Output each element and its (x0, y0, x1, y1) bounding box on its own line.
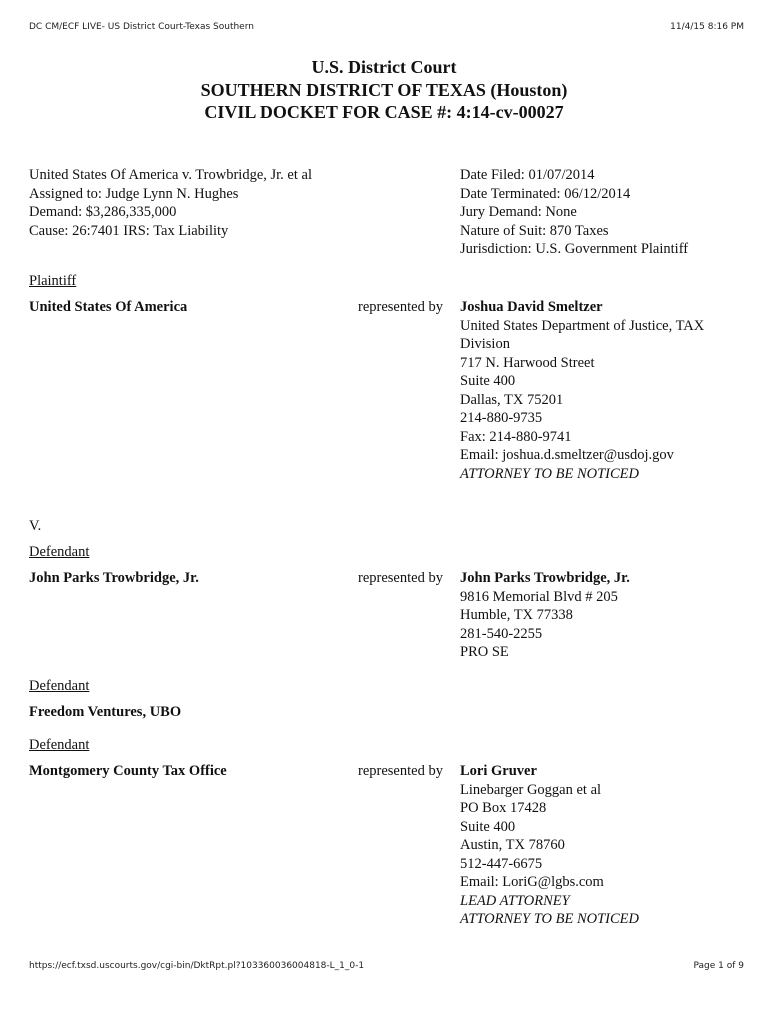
attorney-line: Dallas, TX 75201 (460, 391, 564, 408)
attorney-line: Austin, TX 78760 (460, 837, 565, 853)
attorney-note: ATTORNEY TO BE NOTICED (460, 465, 640, 482)
attorney-line: United States Department of Justice, TAX (460, 317, 705, 334)
attorney-line: Linebarger Goggan et al (460, 781, 602, 798)
case-info-left (29, 166, 312, 240)
jurisdiction: Jurisdiction: U.S. Government Plaintiff (460, 241, 689, 257)
cause: Cause: 26:7401 IRS: Tax Liability (29, 222, 229, 239)
district-name: SOUTHERN DISTRICT OF TEXAS (Houston) (200, 80, 568, 100)
represented-by-label: represented by (358, 299, 443, 315)
attorney-email[interactable]: Email: joshua.d.smeltzer@usdoj.gov (460, 447, 674, 463)
plaintiff-name: United States Of America (29, 299, 188, 315)
defendant-heading: Defendant (29, 544, 90, 560)
court-name: U.S. District Court (311, 57, 457, 77)
attorney-phone: 214-880-9735 (460, 410, 543, 426)
attorney-name: Lori Gruver (460, 763, 537, 779)
attorney-line: Division (460, 336, 510, 352)
represented-by-label: represented by (358, 570, 443, 586)
print-header-title: DC CM/ECF LIVE- US District Court-Texas Southern (29, 22, 254, 32)
attorney-line: Suite 400 (460, 818, 516, 835)
docket-title: CIVIL DOCKET FOR CASE #: 4:14-cv-00027 (204, 102, 564, 122)
date-terminated: Date Terminated: 06/12/2014 (460, 185, 631, 202)
defendant-heading: Defendant (29, 678, 90, 694)
attorney-email[interactable]: Email: LoriG@lgbs.com (460, 874, 604, 890)
versus: V. (29, 518, 42, 534)
nature-of-suit: Nature of Suit: 870 Taxes (460, 222, 609, 239)
case-caption: United States Of America v. Trowbridge, Jr. et al (29, 167, 312, 183)
attorney-note: ATTORNEY TO BE NOTICED (460, 911, 640, 927)
attorney-phone: 281-540-2255 (460, 625, 543, 642)
date-filed: Date Filed: 01/07/2014 (460, 167, 595, 183)
case-info-right (460, 166, 688, 259)
attorney-line: Humble, TX 77338 (460, 607, 573, 623)
attorney-line: Suite 400 (460, 373, 516, 389)
page-number: Page 1 of 9 (693, 961, 744, 971)
attorney-fax: Fax: 214-880-9741 (460, 428, 572, 445)
attorney-phone: 512-447-6675 (460, 855, 543, 872)
attorney-line: 9816 Memorial Blvd # 205 (460, 588, 618, 605)
jury-demand: Jury Demand: None (460, 204, 577, 220)
defendant-name: Montgomery County Tax Office (29, 763, 227, 779)
attorney-line: PO Box 17428 (460, 800, 547, 816)
attorney-name: Joshua David Smeltzer (460, 299, 603, 315)
attorney-name: John Parks Trowbridge, Jr. (460, 570, 630, 586)
defendant-attorney (460, 762, 639, 929)
defendant-heading: Defendant (29, 737, 90, 753)
defendant-name: Freedom Ventures, UBO (29, 704, 182, 720)
attorney-line: 717 N. Harwood Street (460, 354, 595, 371)
demand: Demand: $3,286,335,000 (29, 204, 177, 220)
plaintiff-heading: Plaintiff (29, 273, 77, 289)
attorney-line: PRO SE (460, 644, 509, 660)
represented-by-label: represented by (358, 763, 443, 779)
attorney-note: LEAD ATTORNEY (460, 892, 570, 909)
print-footer-url: https://ecf.txsd.uscourts.gov/cgi-bin/DktRpt.pl?103360036004818-L_1_0-1 (29, 961, 365, 971)
defendant-attorney (460, 569, 630, 662)
print-header-datetime: 11/4/15 8:16 PM (670, 22, 744, 32)
plaintiff-attorney (460, 298, 704, 483)
defendant-name: John Parks Trowbridge, Jr. (29, 570, 199, 586)
assigned-judge: Assigned to: Judge Lynn N. Hughes (29, 185, 239, 202)
